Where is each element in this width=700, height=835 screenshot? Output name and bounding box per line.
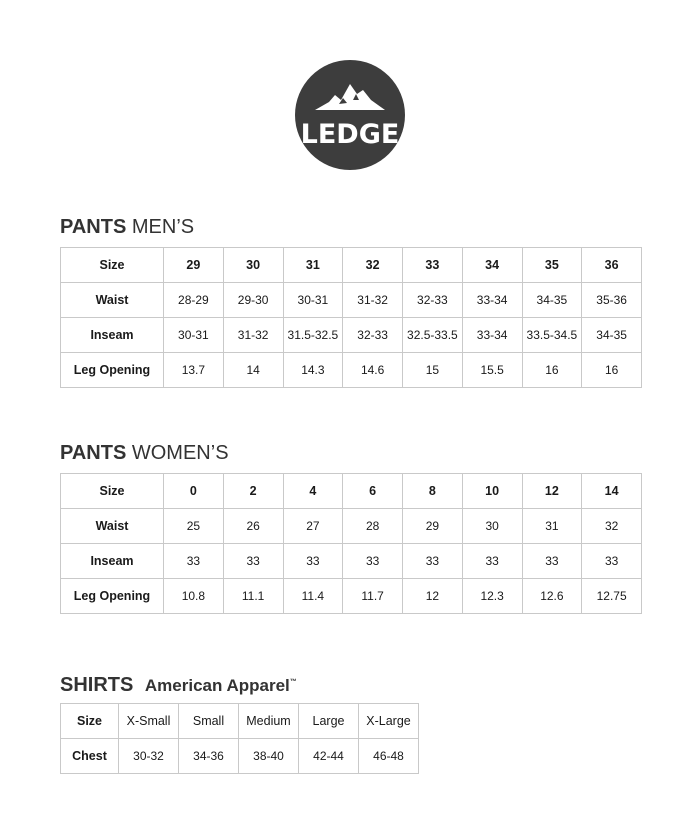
size-header-cell: 12	[522, 474, 582, 509]
shirts-title-bold: SHIRTS	[60, 674, 134, 696]
measurement-cell: 28	[343, 509, 403, 544]
measurement-cell: 33	[343, 544, 403, 579]
measurement-cell: 34-35	[522, 283, 582, 318]
measurement-cell: 14.3	[283, 353, 343, 388]
womens-size-table	[60, 473, 642, 614]
ledge-logo	[295, 60, 405, 170]
measurement-cell: 30	[462, 509, 522, 544]
measurement-cell: 11.1	[223, 579, 283, 614]
measurement-cell: 11.4	[283, 579, 343, 614]
womens-title-bold: PANTS	[60, 442, 127, 464]
measurement-cell: 29-30	[223, 283, 283, 318]
row-label: Leg Opening	[61, 353, 164, 388]
measurement-cell: 46-48	[359, 739, 419, 774]
measurement-cell: 12.75	[582, 579, 642, 614]
measurement-cell: 33	[283, 544, 343, 579]
measurement-cell: 38-40	[239, 739, 299, 774]
size-header-cell: X-Small	[119, 704, 179, 739]
row-label: Waist	[61, 283, 164, 318]
measurement-cell: 32	[582, 509, 642, 544]
size-header-cell: 31	[283, 248, 343, 283]
measurement-cell: 12.3	[462, 579, 522, 614]
measurement-cell: 28-29	[164, 283, 224, 318]
measurement-cell: 16	[522, 353, 582, 388]
size-header-cell: 14	[582, 474, 642, 509]
size-header-cell: Large	[299, 704, 359, 739]
row-label: Leg Opening	[61, 579, 164, 614]
table-header-row	[61, 704, 419, 739]
row-label: Inseam	[61, 318, 164, 353]
mens-title-rest: MEN’S	[131, 216, 195, 238]
table-row	[61, 509, 642, 544]
measurement-cell: 35-36	[582, 283, 642, 318]
table-row	[61, 544, 642, 579]
measurement-cell: 29	[403, 509, 463, 544]
size-header-label: Size	[61, 704, 119, 739]
measurement-cell: 30-31	[283, 283, 343, 318]
size-header-cell: 29	[164, 248, 224, 283]
measurement-cell: 33.5-34.5	[522, 318, 582, 353]
size-header-cell: 32	[343, 248, 403, 283]
measurement-cell: 14	[223, 353, 283, 388]
measurement-cell: 10.8	[164, 579, 224, 614]
size-header-cell: 6	[343, 474, 403, 509]
table-row	[61, 739, 419, 774]
measurement-cell: 33-34	[462, 283, 522, 318]
row-label: Waist	[61, 509, 164, 544]
measurement-cell: 33	[522, 544, 582, 579]
measurement-cell: 31	[522, 509, 582, 544]
measurement-cell: 32-33	[343, 318, 403, 353]
size-header-cell: 2	[223, 474, 283, 509]
measurement-cell: 31-32	[223, 318, 283, 353]
shirts-brand-name: American Apparel	[144, 676, 290, 695]
measurement-cell: 15.5	[462, 353, 522, 388]
measurement-cell: 32.5-33.5	[403, 318, 463, 353]
size-header-cell: 33	[403, 248, 463, 283]
size-header-label: Size	[61, 474, 164, 509]
measurement-cell: 30-31	[164, 318, 224, 353]
measurement-cell: 15	[403, 353, 463, 388]
measurement-cell: 33	[462, 544, 522, 579]
measurement-cell: 13.7	[164, 353, 224, 388]
womens-title-rest: WOMEN’S	[131, 442, 229, 464]
measurement-cell: 12.6	[522, 579, 582, 614]
measurement-cell: 33-34	[462, 318, 522, 353]
measurement-cell: 14.6	[343, 353, 403, 388]
row-label: Inseam	[61, 544, 164, 579]
measurement-cell: 32-33	[403, 283, 463, 318]
measurement-cell: 25	[164, 509, 224, 544]
size-header-cell: 10	[462, 474, 522, 509]
size-header-cell: 0	[164, 474, 224, 509]
trademark-symbol: ™	[289, 678, 297, 686]
shirts-size-table	[60, 703, 419, 774]
shirts-title	[60, 674, 297, 697]
measurement-cell: 26	[223, 509, 283, 544]
measurement-cell: 33	[403, 544, 463, 579]
table-row	[61, 579, 642, 614]
table-row	[61, 283, 642, 318]
mountain-logo-icon	[295, 60, 405, 170]
size-header-cell: Medium	[239, 704, 299, 739]
table-row	[61, 353, 642, 388]
size-header-label: Size	[61, 248, 164, 283]
measurement-cell: 30-32	[119, 739, 179, 774]
mens-pants-title	[60, 216, 194, 239]
size-header-cell: 34	[462, 248, 522, 283]
mens-title-bold: PANTS	[60, 216, 127, 238]
size-header-cell: X-Large	[359, 704, 419, 739]
size-header-cell: 36	[582, 248, 642, 283]
size-header-cell: 35	[522, 248, 582, 283]
measurement-cell: 31.5-32.5	[283, 318, 343, 353]
measurement-cell: 12	[403, 579, 463, 614]
size-header-cell: 8	[403, 474, 463, 509]
measurement-cell: 11.7	[343, 579, 403, 614]
table-header-row	[61, 248, 642, 283]
measurement-cell: 33	[223, 544, 283, 579]
measurement-cell: 33	[164, 544, 224, 579]
measurement-cell: 34-35	[582, 318, 642, 353]
mens-size-table	[60, 247, 642, 388]
measurement-cell: 27	[283, 509, 343, 544]
table-row	[61, 318, 642, 353]
measurement-cell: 16	[582, 353, 642, 388]
womens-pants-title	[60, 442, 229, 465]
row-label: Chest	[61, 739, 119, 774]
logo-wordmark: LEDGE	[300, 119, 400, 150]
size-header-cell: 4	[283, 474, 343, 509]
size-header-cell: Small	[179, 704, 239, 739]
measurement-cell: 34-36	[179, 739, 239, 774]
measurement-cell: 42-44	[299, 739, 359, 774]
measurement-cell: 33	[582, 544, 642, 579]
measurement-cell: 31-32	[343, 283, 403, 318]
table-header-row	[61, 474, 642, 509]
size-header-cell: 30	[223, 248, 283, 283]
